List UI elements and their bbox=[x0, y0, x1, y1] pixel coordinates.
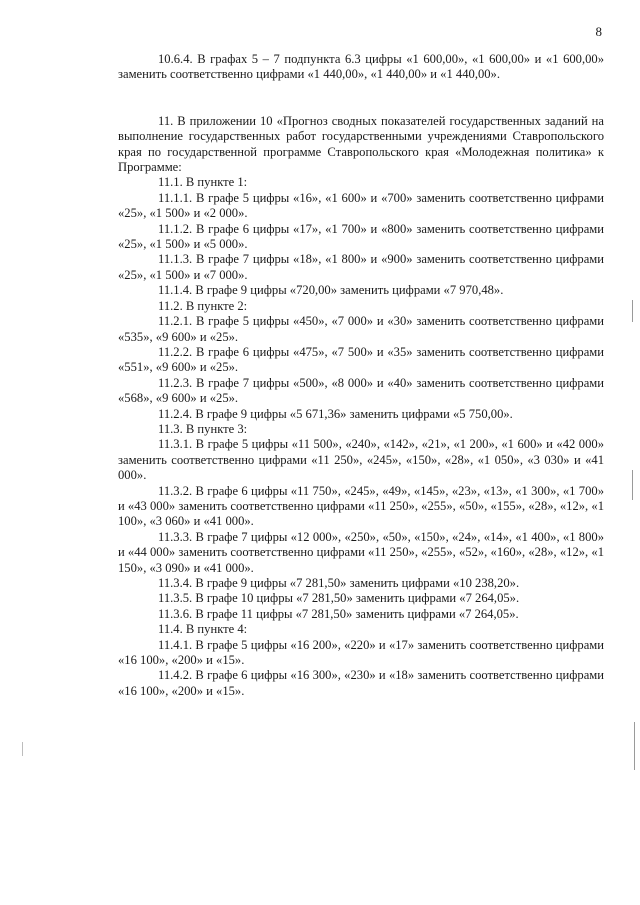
paragraph-10-6-4: 10.6.4. В графах 5 – 7 подпункта 6.3 цифры «1 600,00», «1 600,00» и «1 600,00» заменить соответственно цифрами «1 440,00», «1 440,00» и «1 440,00». bbox=[118, 52, 604, 82]
paragraph-11-1-1: 11.1.1. В графе 5 цифры «16», «1 600» и «700» заменить соответственно цифрами «25», «1 500» и «2 000». bbox=[118, 190, 604, 221]
paragraph-11-4-1: 11.4.1. В графе 5 цифры «16 200», «220» и «17» заменить соответственно цифрами «16 100», «200» и «15». bbox=[118, 637, 604, 668]
paragraph-11-3-5: 11.3.5. В графе 10 цифры «7 281,50» заменить цифрами «7 264,05». bbox=[158, 591, 520, 606]
paragraph-11-3-1: 11.3.1. В графе 5 цифры «11 500», «240», «142», «21», «1 200», «1 600» и «42 000» заменить соответственно цифрами «11 250», «245», «150», «28», «1 050», «3 030» и «41 000». bbox=[118, 437, 604, 483]
scan-edge-mark bbox=[634, 722, 635, 770]
scan-edge-mark bbox=[632, 470, 633, 500]
paragraph-11-2-1: 11.2.1. В графе 5 цифры «450», «7 000» и «30» заменить соответственно цифрами «535», «9 600» и «25». bbox=[118, 314, 604, 344]
page-number: 8 bbox=[595, 24, 602, 39]
paragraph-11-intro: 11. В приложении 10 «Прогноз сводных показателей государственных заданий на выполнение государственных работ государственными учреждениями Ставропольского края по государственной программе Ставропольского края «Молодежная политика» к Программе: bbox=[118, 113, 604, 175]
paragraph-11-3-2: 11.3.2. В графе 6 цифры «11 750», «245», «49», «145», «23», «13», «1 300», «1 700» и «43 000» заменить соответственно цифрами «11 250», «255», «50», «155», «28», «12», «1 100», «3 060» и «41 000». bbox=[118, 483, 604, 529]
paragraph-11-1-4: 11.1.4. В графе 9 цифры «720,00» заменить цифрами «7 970,48». bbox=[158, 283, 504, 298]
paragraph-11-1-3: 11.1.3. В графе 7 цифры «18», «1 800» и «900» заменить соответственно цифрами «25», «1 500» и «7 000». bbox=[118, 252, 604, 282]
paragraph-11-4: 11.4. В пункте 4: bbox=[158, 622, 248, 637]
scan-edge-mark bbox=[22, 742, 23, 756]
paragraph-11-2-3: 11.2.3. В графе 7 цифры «500», «8 000» и «40» заменить соответственно цифрами «568», «9 600» и «25». bbox=[118, 375, 604, 406]
paragraph-11-2-4: 11.2.4. В графе 9 цифры «5 671,36» заменить цифрами «5 750,00». bbox=[158, 406, 513, 421]
paragraph-11-1: 11.1. В пункте 1: bbox=[158, 175, 248, 190]
paragraph-11-3-3: 11.3.3. В графе 7 цифры «12 000», «250», «50», «150», «24», «14», «1 400», «1 800» и «44 000» заменить соответственно цифрами «11 250», «255», «52», «160», «28», «12», «1 150», «3 090» и «41 000». bbox=[118, 529, 604, 575]
paragraph-gap bbox=[118, 83, 604, 114]
paragraph-11-1-2: 11.1.2. В графе 6 цифры «17», «1 700» и «800» заменить соответственно цифрами «25», «1 500» и «5 000». bbox=[118, 221, 604, 252]
paragraph-11-2-2: 11.2.2. В графе 6 цифры «475», «7 500» и «35» заменить соответственно цифрами «551», «9 600» и «25». bbox=[118, 344, 604, 375]
paragraph-11-3: 11.3. В пункте 3: bbox=[158, 421, 248, 436]
document-body bbox=[118, 52, 604, 699]
scan-edge-mark bbox=[632, 300, 633, 322]
paragraph-11-2: 11.2. В пункте 2: bbox=[158, 298, 248, 313]
paragraph-11-3-6: 11.3.6. В графе 11 цифры «7 281,50» заменить цифрами «7 264,05». bbox=[158, 606, 519, 621]
paragraph-11-3-4: 11.3.4. В графе 9 цифры «7 281,50» заменить цифрами «10 238,20». bbox=[158, 576, 520, 590]
paragraph-11-4-2: 11.4.2. В графе 6 цифры «16 300», «230» и «18» заменить соответственно цифрами «16 100», «200» и «15». bbox=[118, 668, 604, 698]
